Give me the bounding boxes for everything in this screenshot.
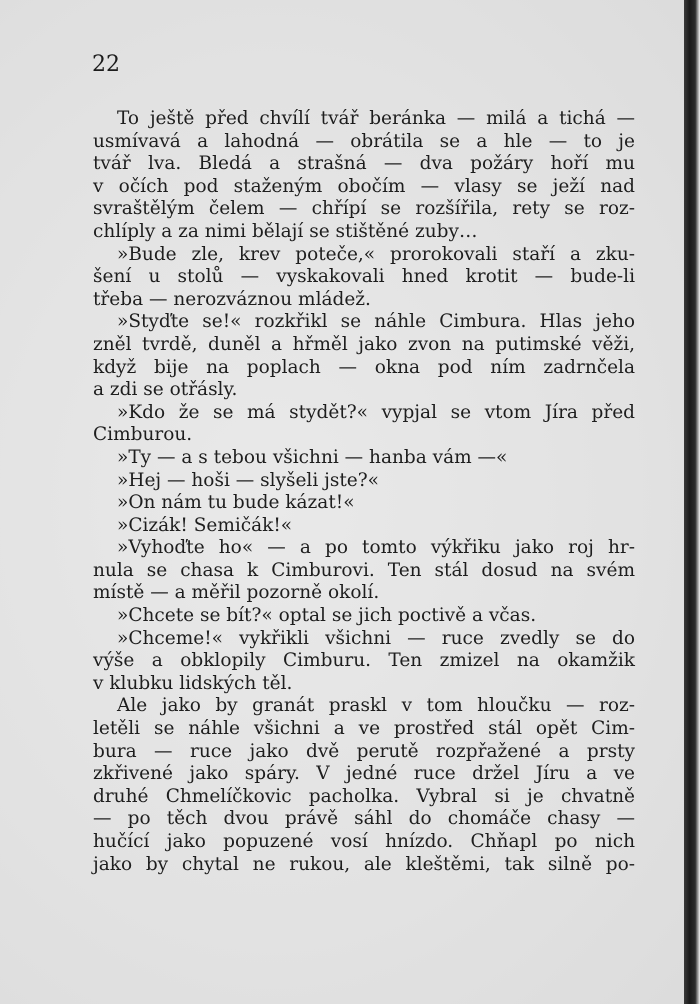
text-line: druhé Chmelíčkovic pacholka. Vybral si je chvatně <box>93 785 635 807</box>
text-line: »Ty — a s tebou všichni — hanba vám —« <box>117 446 508 468</box>
text-line: zkřivené jako spáry. V jedné ruce držel Jíru a ve <box>93 763 635 785</box>
text-line: v očích pod staženým obočím — vlasy se ježí nad <box>93 175 635 197</box>
text-line: svraštělým čelem — chřípí se rozšířila, rety se roz- <box>93 198 635 220</box>
text-line: bura — ruce jako dvě perutě rozpřažené a prsty <box>93 740 635 762</box>
text-line: výše a obklopily Cimburu. Ten zmizel na okamžik <box>93 650 635 672</box>
text-line: »Vyhoďte ho« — a po tomto výkřiku jako roj hr- <box>117 537 635 559</box>
text-line: tvář lva. Bledá a strašná — dva požáry hoří mu <box>93 153 635 175</box>
text-line: »Chceme!« vykřikli všichni — ruce zvedly se do <box>117 627 635 649</box>
text-line: třeba — nerozváznou mládež. <box>93 288 371 310</box>
text-line: »Styďte se!« rozkřikl se náhle Cimbura. Hlas jeho <box>117 311 635 333</box>
text-line: Ale jako by granát praskl v tom hloučku — roz- <box>117 695 635 717</box>
text-line: jako by chytal ne rukou, ale kleštěmi, tak silně po- <box>93 853 635 875</box>
text-line: »On nám tu bude kázat!« <box>117 492 355 514</box>
text-line: v klubku lidských těl. <box>93 672 293 694</box>
text-line: šení u stolů — vyskakovali hned krotit — bude-li <box>93 266 635 288</box>
text-line: hučící jako popuzené vosí hnízdo. Chňapl po nich <box>93 831 635 852</box>
text-line: — po těch dvou právě sáhl do chomáče chasy — <box>93 808 635 830</box>
text-line: »Chcete se bít?« optal se jich poctivě a včas. <box>117 605 537 627</box>
text-line: »Cizák! Semičák!« <box>117 514 293 536</box>
text-line: místě — a měřil pozorně okolí. <box>93 582 380 604</box>
text-line: zněl tvrdě, duněl a hřměl jako zvon na putimské věži, <box>93 333 635 355</box>
page-edge-shadow <box>684 0 700 1004</box>
text-line: »Bude zle, krev poteče,« prorokovali staří a zku- <box>117 243 635 265</box>
text-line: letěli se náhle všichni a ve prostřed stál opět Cim- <box>93 718 635 740</box>
text-line: Cimburou. <box>93 424 193 446</box>
text-line: »Hej — hoši — slyšeli jste?« <box>117 469 379 491</box>
text-line: usmívavá a lahodná — obrátila se a hle — to je <box>93 130 635 152</box>
text-line: To ještě před chvílí tvář beránka — milá a tichá — <box>117 108 635 129</box>
text-line: a zdi se otřásly. <box>93 379 238 401</box>
text-line: chlíply a za nimi bělají se stištěné zuby… <box>93 220 478 242</box>
body-text <box>93 108 635 876</box>
text-line: nula se chasa k Cimburovi. Ten stál dosud na svém <box>93 559 635 581</box>
text-line: když bije na poplach — okna pod ním zadrnčela <box>93 356 635 378</box>
page-number: 22 <box>92 52 120 77</box>
text-line: »Kdo že se má stydět?« vypjal se vtom Jíra před <box>117 401 635 423</box>
